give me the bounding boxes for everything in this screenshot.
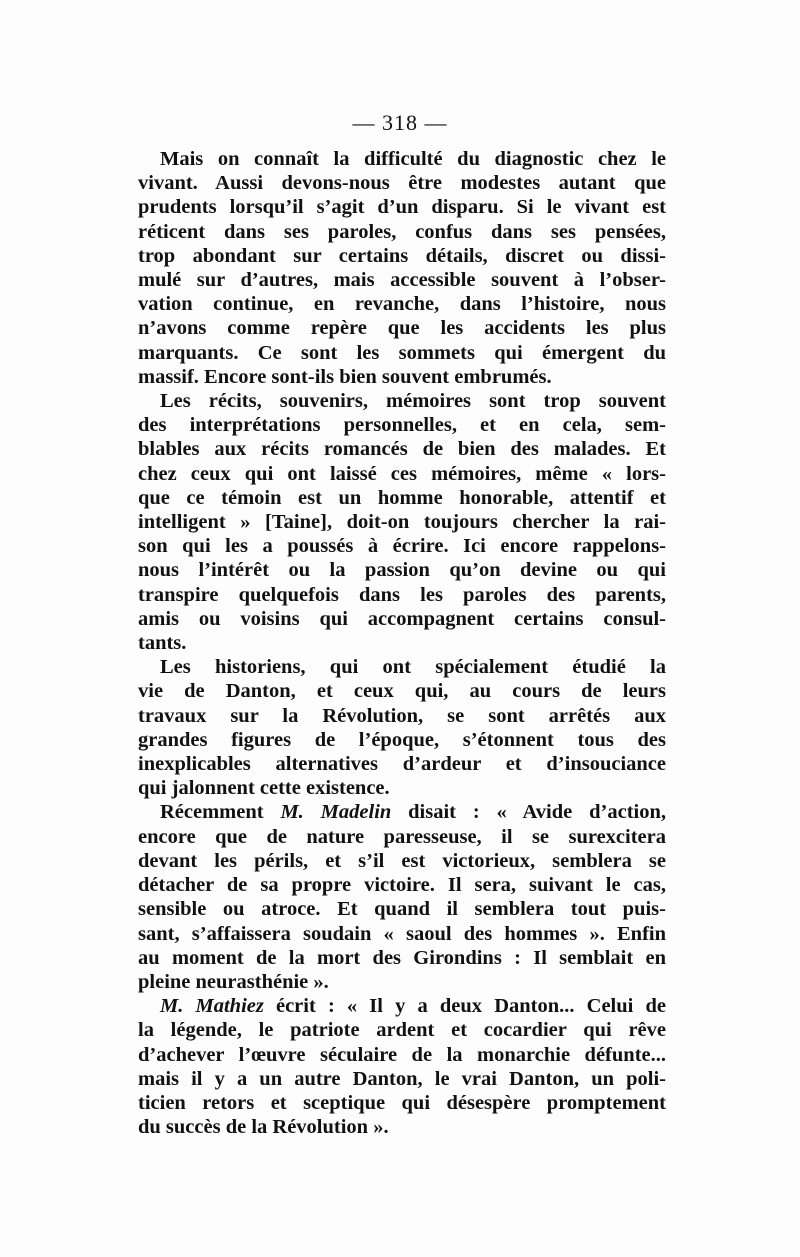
- paragraph-3: [138, 655, 666, 800]
- text-run: Récemment: [160, 801, 281, 824]
- text-line: inexplicables alternatives d’ardeur et d’insouciance: [138, 753, 666, 776]
- text-line: vation continue, en revanche, dans l’histoire, nous: [138, 293, 666, 316]
- text-line: travaux sur la Révolution, se sont arrêtés aux: [138, 704, 666, 727]
- text-line: massif. Encore sont-ils bien souvent embrumés.: [138, 365, 552, 388]
- text-line: ticien retors et sceptique qui désespère promptement: [138, 1091, 666, 1114]
- text-line: la légende, le patriote ardent et cocardier qui rêve: [138, 1019, 666, 1042]
- text-line: Les récits, souvenirs, mémoires sont trop souvent: [160, 390, 666, 413]
- text-line: grandes figures de l’époque, s’étonnent tous des: [138, 728, 666, 751]
- text-line: trop abondant sur certains détails, discret ou dissi-: [138, 244, 666, 267]
- text-line: mulé sur d’autres, mais accessible souvent à l’obser-: [138, 269, 666, 292]
- paragraph-1: [138, 147, 666, 389]
- text-run: disait : « Avide d’action,: [391, 801, 666, 824]
- text-line: [138, 800, 666, 824]
- text-line: blables aux récits romancés de bien des malades. Et: [138, 438, 666, 461]
- text-line: tants.: [138, 632, 187, 655]
- author-name-madelin: M. Madelin: [280, 801, 392, 824]
- paragraph-4: [138, 800, 666, 994]
- text-line: mais il y a un autre Danton, le vrai Danton, un poli-: [138, 1067, 666, 1090]
- text-line: vivant. Aussi devons-nous être modestes autant que: [138, 172, 666, 195]
- text-line: au moment de la mort des Girondins : Il semblait en: [138, 946, 666, 969]
- text-line: sensible ou atroce. Et quand il semblera tout puis-: [138, 898, 666, 921]
- body-text: [138, 147, 666, 1139]
- text-line: son qui les a poussés à écrire. Ici encore rappelons-: [138, 535, 666, 558]
- paragraph-2: [138, 389, 666, 655]
- text-line: intelligent » [Taine], doit-on toujours chercher la rai-: [138, 511, 666, 534]
- text-line: des interprétations personnelles, et en cela, sem-: [138, 414, 666, 437]
- text-line: devant les périls, et s’il est victorieux, semblera se: [138, 849, 666, 872]
- text-line: chez ceux qui ont laissé ces mémoires, même « lors-: [138, 462, 666, 485]
- text-line: transpire quelquefois dans les paroles des parents,: [138, 583, 666, 606]
- text-line: réticent dans ses paroles, confus dans ses pensées,: [138, 220, 666, 243]
- text-run: écrit : « Il y a deux Danton... Celui de: [263, 995, 666, 1018]
- paragraph-5: [138, 994, 666, 1139]
- text-line: sant, s’affaissera soudain « saoul des hommes ». Enfin: [138, 922, 666, 945]
- text-line: d’achever l’œuvre séculaire de la monarchie défunte...: [138, 1043, 666, 1066]
- text-line: que ce témoin est un homme honorable, attentif et: [138, 486, 666, 509]
- text-line: prudents lorsqu’il s’agit d’un disparu. Si le vivant est: [138, 196, 666, 219]
- text-line: du succès de la Révolution ».: [138, 1116, 389, 1139]
- text-line: qui jalonnent cette existence.: [138, 777, 390, 800]
- text-line: marquants. Ce sont les sommets qui émergent du: [138, 341, 666, 364]
- page-number: — 318 —: [352, 110, 448, 135]
- text-line: nous l’intérêt ou la passion qu’on devine ou qui: [138, 559, 666, 582]
- text-line: [138, 994, 666, 1018]
- text-line: Les historiens, qui ont spécialement étudié la: [160, 656, 666, 679]
- text-line: amis ou voisins qui accompagnent certains consul-: [138, 607, 666, 630]
- author-name-mathiez: M. Mathiez: [160, 995, 264, 1018]
- text-line: n’avons comme repère que les accidents les plus: [138, 317, 666, 340]
- text-line: vie de Danton, et ceux qui, au cours de leurs: [138, 680, 666, 703]
- text-line: Mais on connaît la difficulté du diagnostic chez le: [160, 148, 666, 170]
- text-line: encore que de nature paresseuse, il se surexcitera: [138, 825, 666, 848]
- text-line: pleine neurasthénie ».: [138, 970, 329, 993]
- text-line: détacher de sa propre victoire. Il sera, suivant le cas,: [138, 874, 666, 897]
